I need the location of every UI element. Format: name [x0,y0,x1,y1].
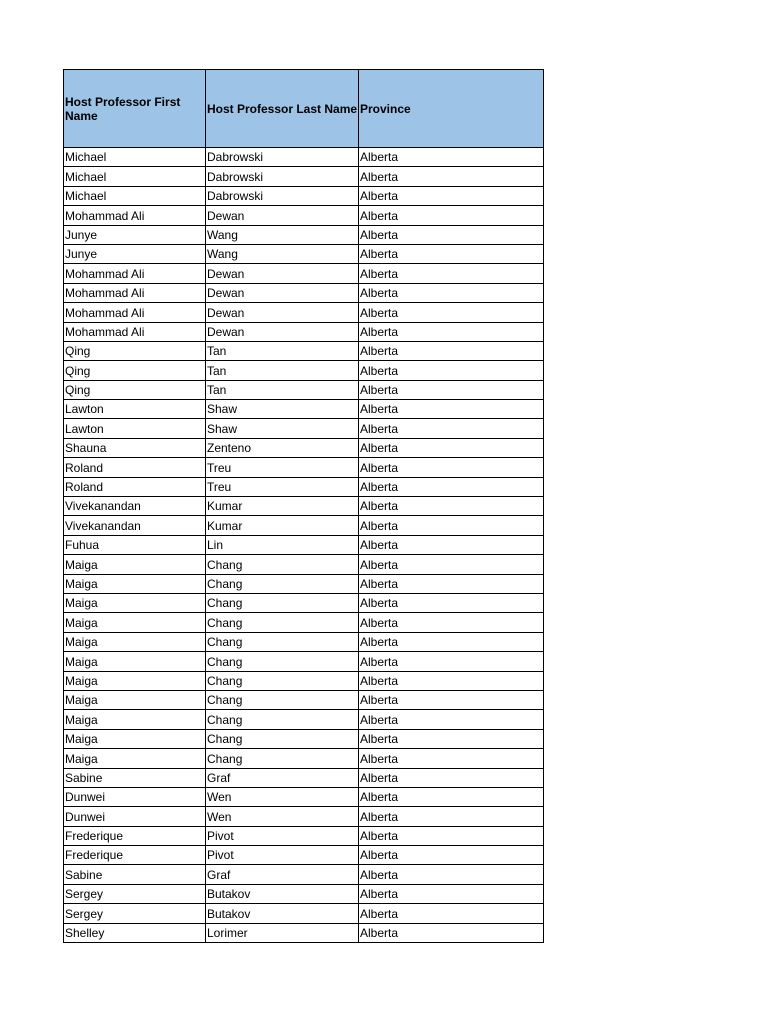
cell-first-name: Roland [64,477,206,496]
cell-first-name: Sabine [64,865,206,884]
cell-province: Alberta [359,865,544,884]
cell-province: Alberta [359,497,544,516]
cell-province: Alberta [359,322,544,341]
cell-province: Alberta [359,438,544,457]
table-row [64,555,544,574]
table-row [64,516,544,535]
cell-last-name: Shaw [206,419,359,438]
cell-first-name: Junye [64,225,206,244]
cell-province: Alberta [359,419,544,438]
table-body [64,148,544,943]
cell-province: Alberta [359,884,544,903]
cell-province: Alberta [359,516,544,535]
table-row [64,341,544,360]
cell-province: Alberta [359,535,544,554]
table-row [64,593,544,612]
cell-first-name: Shelley [64,923,206,942]
cell-province: Alberta [359,613,544,632]
table-row [64,923,544,942]
cell-first-name: Mohammad Ali [64,264,206,283]
cell-last-name: Wang [206,225,359,244]
cell-province: Alberta [359,574,544,593]
cell-province: Alberta [359,206,544,225]
cell-last-name: Graf [206,865,359,884]
table-row [64,497,544,516]
table-row [64,419,544,438]
table-row [64,749,544,768]
cell-last-name: Dewan [206,303,359,322]
table-row [64,807,544,826]
table-row [64,283,544,302]
cell-first-name: Maiga [64,632,206,651]
cell-last-name: Pivot [206,826,359,845]
table-row [64,361,544,380]
cell-province: Alberta [359,593,544,612]
cell-last-name: Dabrowski [206,148,359,167]
cell-last-name: Wen [206,787,359,806]
cell-first-name: Maiga [64,613,206,632]
cell-province: Alberta [359,283,544,302]
table-row [64,826,544,845]
table-row [64,380,544,399]
table-row [64,400,544,419]
cell-first-name: Junye [64,244,206,263]
cell-last-name: Graf [206,768,359,787]
cell-first-name: Maiga [64,671,206,690]
table-row [64,322,544,341]
cell-first-name: Maiga [64,652,206,671]
table-row [64,535,544,554]
cell-last-name: Dewan [206,264,359,283]
cell-first-name: Qing [64,341,206,360]
cell-first-name: Mohammad Ali [64,322,206,341]
cell-first-name: Sergey [64,884,206,903]
cell-first-name: Sergey [64,904,206,923]
table-row [64,787,544,806]
cell-province: Alberta [359,225,544,244]
table-row [64,477,544,496]
table-row [64,632,544,651]
cell-province: Alberta [359,923,544,942]
cell-province: Alberta [359,148,544,167]
cell-last-name: Treu [206,458,359,477]
cell-last-name: Chang [206,749,359,768]
cell-last-name: Dewan [206,283,359,302]
cell-first-name: Qing [64,380,206,399]
cell-first-name: Vivekanandan [64,516,206,535]
table-row [64,303,544,322]
cell-last-name: Lorimer [206,923,359,942]
cell-province: Alberta [359,787,544,806]
cell-first-name: Maiga [64,729,206,748]
table-row [64,438,544,457]
cell-province: Alberta [359,341,544,360]
table-row [64,768,544,787]
cell-first-name: Dunwei [64,807,206,826]
cell-last-name: Chang [206,613,359,632]
table-row [64,710,544,729]
cell-first-name: Michael [64,148,206,167]
cell-last-name: Chang [206,593,359,612]
cell-last-name: Dabrowski [206,186,359,205]
cell-last-name: Dewan [206,322,359,341]
cell-last-name: Shaw [206,400,359,419]
cell-first-name: Maiga [64,593,206,612]
cell-last-name: Dewan [206,206,359,225]
table-row [64,690,544,709]
table-row [64,671,544,690]
cell-last-name: Kumar [206,516,359,535]
cell-province: Alberta [359,361,544,380]
cell-first-name: Michael [64,167,206,186]
cell-last-name: Kumar [206,497,359,516]
cell-first-name: Roland [64,458,206,477]
table-row [64,574,544,593]
cell-last-name: Butakov [206,904,359,923]
cell-first-name: Mohammad Ali [64,303,206,322]
cell-province: Alberta [359,458,544,477]
cell-first-name: Maiga [64,574,206,593]
cell-first-name: Qing [64,361,206,380]
header-last-name: Host Professor Last Name [206,70,359,148]
cell-first-name: Lawton [64,400,206,419]
cell-province: Alberta [359,303,544,322]
cell-province: Alberta [359,652,544,671]
cell-last-name: Chang [206,652,359,671]
table-row [64,148,544,167]
cell-first-name: Maiga [64,749,206,768]
cell-first-name: Lawton [64,419,206,438]
cell-last-name: Butakov [206,884,359,903]
cell-province: Alberta [359,186,544,205]
cell-province: Alberta [359,846,544,865]
cell-first-name: Maiga [64,690,206,709]
cell-province: Alberta [359,826,544,845]
table-row [64,652,544,671]
header-province: Province [359,70,544,148]
cell-first-name: Maiga [64,710,206,729]
cell-last-name: Tan [206,380,359,399]
table-row [64,884,544,903]
cell-province: Alberta [359,244,544,263]
cell-last-name: Chang [206,671,359,690]
cell-first-name: Shauna [64,438,206,457]
table-row [64,206,544,225]
cell-first-name: Vivekanandan [64,497,206,516]
table-row [64,846,544,865]
cell-last-name: Wen [206,807,359,826]
cell-last-name: Dabrowski [206,167,359,186]
cell-province: Alberta [359,632,544,651]
cell-province: Alberta [359,710,544,729]
cell-first-name: Fuhua [64,535,206,554]
cell-first-name: Sabine [64,768,206,787]
cell-last-name: Zenteno [206,438,359,457]
cell-first-name: Frederique [64,846,206,865]
cell-last-name: Treu [206,477,359,496]
cell-province: Alberta [359,807,544,826]
table-row [64,865,544,884]
cell-first-name: Frederique [64,826,206,845]
cell-province: Alberta [359,264,544,283]
cell-province: Alberta [359,768,544,787]
cell-last-name: Tan [206,341,359,360]
header-row [64,70,544,148]
cell-first-name: Mohammad Ali [64,206,206,225]
cell-first-name: Maiga [64,555,206,574]
table-row [64,458,544,477]
cell-province: Alberta [359,167,544,186]
cell-province: Alberta [359,555,544,574]
table-row [64,244,544,263]
cell-province: Alberta [359,400,544,419]
cell-province: Alberta [359,477,544,496]
table-row [64,613,544,632]
cell-last-name: Chang [206,555,359,574]
cell-first-name: Mohammad Ali [64,283,206,302]
cell-province: Alberta [359,671,544,690]
table-row [64,167,544,186]
table-row [64,264,544,283]
cell-province: Alberta [359,690,544,709]
cell-last-name: Pivot [206,846,359,865]
cell-first-name: Michael [64,186,206,205]
cell-province: Alberta [359,904,544,923]
cell-province: Alberta [359,729,544,748]
table-row [64,186,544,205]
cell-province: Alberta [359,380,544,399]
professor-table [63,69,544,943]
cell-last-name: Chang [206,729,359,748]
cell-last-name: Wang [206,244,359,263]
table-row [64,904,544,923]
cell-first-name: Dunwei [64,787,206,806]
cell-last-name: Chang [206,574,359,593]
header-first-name: Host Professor First Name [64,70,206,148]
cell-last-name: Tan [206,361,359,380]
cell-last-name: Chang [206,710,359,729]
table-row [64,225,544,244]
table-row [64,729,544,748]
cell-last-name: Chang [206,632,359,651]
cell-province: Alberta [359,749,544,768]
cell-last-name: Chang [206,690,359,709]
cell-last-name: Lin [206,535,359,554]
